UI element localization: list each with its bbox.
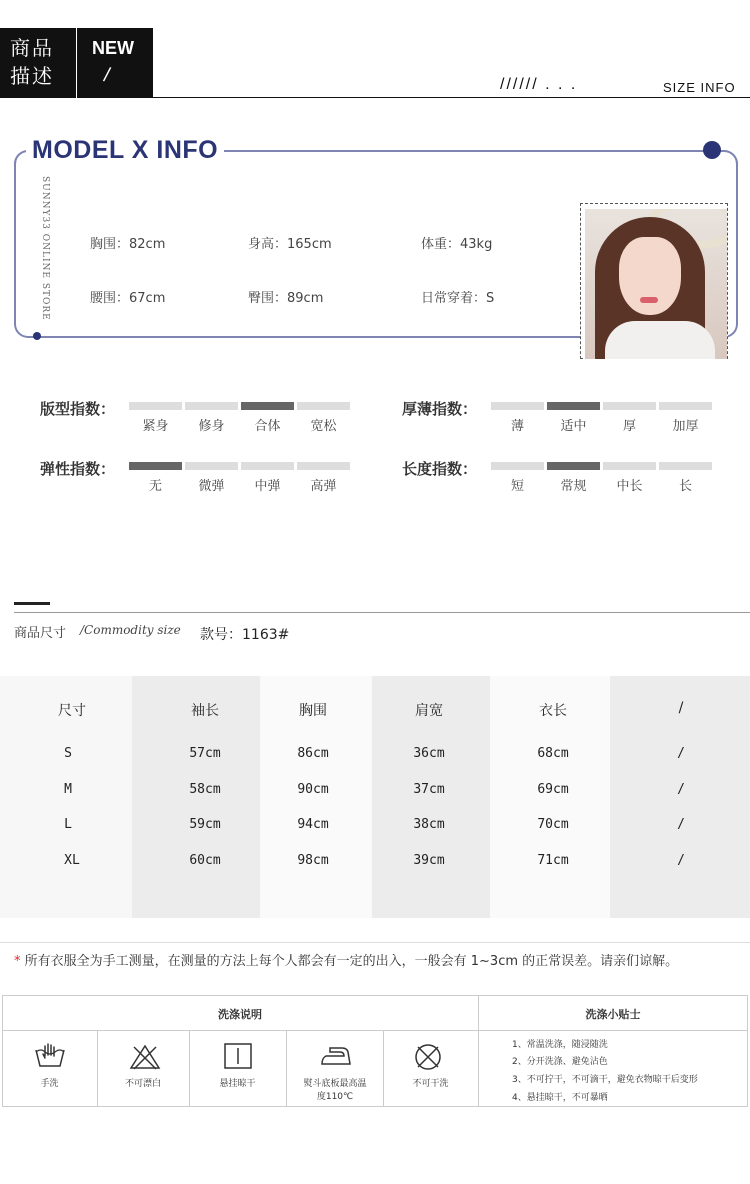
wash-tip: 4、悬挂晾干，不可暴晒 [512,1093,608,1103]
size-cell: 68cm [537,746,569,761]
measurement-note [14,950,678,969]
thickness-option: 加厚 [672,419,699,434]
coat-shape [605,321,715,359]
header-rule [153,97,750,98]
header-new-label: NEW [92,38,134,58]
section-rule [14,612,750,613]
size-table-header: 衣长 [539,703,567,719]
length-bar-0 [491,462,544,470]
wash-table-rule [97,1030,98,1107]
fit-option: 修身 [198,419,225,434]
elasticity-bar-1 [185,462,238,470]
size-cell: 58cm [189,782,221,797]
commodity-size-title: 商品尺寸 [14,626,67,641]
note-star: * [14,954,21,969]
size-table-header: 尺寸 [58,703,86,719]
wash-table-rule [286,1030,287,1107]
no-dry-clean-label: 不可干洗 [412,1079,449,1089]
size-cell: XL [64,853,80,868]
size-cell: L [64,817,72,832]
size-cell: 71cm [537,853,569,868]
hand-wash-label: 手洗 [40,1079,59,1089]
thickness-bar-1 [547,402,600,410]
thickness-option: 厚 [622,419,636,434]
size-cell: / [677,853,685,868]
fit-bar-0 [129,402,182,410]
thickness-bar-2 [603,402,656,410]
size-table-header: 肩宽 [415,703,443,719]
header-divider [76,28,77,98]
note-divider [0,942,750,943]
stat-height: 身高：165cm [248,237,332,252]
length-option: 长 [678,479,692,494]
model-photo [585,209,727,359]
size-table-header: 胸围 [299,703,327,719]
size-cell: 90cm [297,782,329,797]
length-index-label: 长度指数： [402,460,478,478]
length-option: 常规 [560,479,587,494]
hand-wash-icon [33,1042,67,1070]
thickness-bar-0 [491,402,544,410]
size-cell: / [677,782,685,797]
size-cell: 70cm [537,817,569,832]
no-bleach-icon [128,1043,162,1071]
length-bar-2 [603,462,656,470]
fit-bar-2 [241,402,294,410]
no-bleach-label: 不可漂白 [124,1079,161,1089]
size-cell: 94cm [297,817,329,832]
fit-option: 宽松 [310,419,337,434]
elasticity-bar-3 [297,462,350,470]
length-option: 中长 [616,479,643,494]
size-cell: 69cm [537,782,569,797]
size-cell: / [677,817,685,832]
size-cell: 39cm [413,853,445,868]
size-cell: 57cm [189,746,221,761]
decor-dot-small [33,332,41,340]
model-info-title: MODEL X INFO [26,136,224,165]
size-info-label: SIZE INFO [663,80,736,95]
header-marks: ////// . . . [500,76,578,93]
size-cell: 36cm [413,746,445,761]
wash-table-rule [2,1030,748,1031]
fit-option: 合体 [254,419,281,434]
wash-tip: 2、分开洗涤、避免沾色 [512,1057,608,1067]
stat-usual-size: 日常穿着：S [421,291,495,306]
note-text: 所有衣服全为手工测量，在测量的方法上每个人都会有一定的出入，一般会有 1~3cm 的正常误差。请亲们谅解。 [24,954,679,969]
elasticity-option: 中弹 [254,479,281,494]
thickness-index-label: 厚薄指数： [402,400,478,418]
header-slash: / [102,63,112,86]
size-cell: M [64,782,72,797]
fit-bar-1 [185,402,238,410]
thickness-bar-3 [659,402,712,410]
no-dry-clean-icon [413,1042,443,1072]
iron-label: 熨斗底板最高温度110℃ [303,1079,367,1102]
header-title: 商品描述 [10,36,54,88]
size-cell: 86cm [297,746,329,761]
thickness-option: 薄 [510,419,524,434]
elasticity-option: 微弹 [198,479,225,494]
wash-tips-title: 洗涤小贴士 [585,1008,641,1021]
lips-shape [640,297,658,303]
face-shape [619,237,681,315]
size-cell: 38cm [413,817,445,832]
hang-dry-icon [223,1042,253,1070]
fit-index-label: 版型指数： [40,400,116,418]
fit-option: 紧身 [142,419,169,434]
size-cell: / [677,746,685,761]
iron-icon [318,1044,354,1068]
size-cell: 60cm [189,853,221,868]
size-cell: 98cm [297,853,329,868]
length-bar-3 [659,462,712,470]
wash-table-rule [383,1030,384,1107]
fit-bar-3 [297,402,350,410]
stat-bust: 胸围：82cm [90,237,166,252]
store-vertical-text: SUNNY33 ONLINE STORE [40,176,50,321]
elasticity-index-label: 弹性指数： [40,460,116,478]
wash-tip: 1、常温洗涤，随浸随洗 [512,1040,608,1050]
product-code: 款号：1163# [200,627,290,643]
size-table-header: 袖长 [191,703,219,719]
elasticity-option: 高弹 [310,479,337,494]
stat-hips: 臀围：89cm [248,291,324,306]
length-bar-1 [547,462,600,470]
wash-table-rule [189,1030,190,1107]
length-option: 短 [510,479,524,494]
stat-waist: 腰围：67cm [90,291,166,306]
thickness-option: 适中 [560,419,587,434]
hang-dry-label: 悬挂晾干 [219,1079,256,1089]
wash-tip: 3、不可拧干，不可滴干，避免衣物晾干后变形 [512,1075,698,1085]
stat-weight: 体重：43kg [421,237,493,252]
decor-dot-large [703,141,721,159]
size-cell: 37cm [413,782,445,797]
size-cell: S [64,746,72,761]
size-table-header: / [678,700,684,716]
wash-instructions-title: 洗涤说明 [218,1008,262,1021]
section-accent-bar [14,602,50,605]
elasticity-option: 无 [148,479,162,494]
commodity-size-subtitle: /Commodity size [80,623,181,637]
elasticity-bar-0 [129,462,182,470]
elasticity-bar-2 [241,462,294,470]
size-cell: 59cm [189,817,221,832]
